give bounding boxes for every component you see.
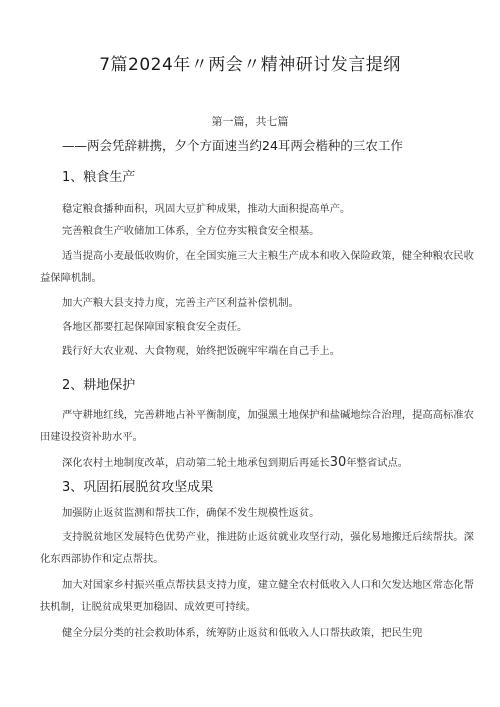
paragraph: 适当提高小麦最低收购价，在全国实施三大主粮生产成本和收入保险政策，健全种粮农民收益保障机制。 — [40, 250, 474, 284]
section-heading-poverty: 3、巩固拓展脱贫攻坚成果 — [62, 480, 214, 495]
document-title: 7篇2024年〃两会〃精神研讨发言提纲 — [99, 55, 401, 75]
section-heading-grain: 1、粮食生产 — [62, 170, 136, 185]
paragraph: 各地区都要扛起保障国家粮食安全责任。 — [62, 321, 248, 333]
paragraph: 加强防止返贫监测和帮扶工作，确保不发生规模性返贫。 — [62, 507, 320, 519]
paragraph: 稳定粮食播种面积，巩固大豆扩种成果，推动大面积提高单产。 — [62, 203, 351, 215]
paragraph-text: 深化农村土地制度改革，启动第二轮土地承包到期后再延长 — [62, 457, 330, 469]
paragraph: 支持脱贫地区发展特色优势产业，推进防止返贫就业攻坚行动，强化易地搬迁后续帮扶。深化东西部协作和定点帮扶。 — [40, 531, 474, 565]
article-subtitle: ——两会凭辞耕携，夕个方面速当约24耳两会楷种的三农工作 — [62, 138, 403, 153]
paragraph: 加大产粮大县支持力度，完善主产区利益补偿机制。 — [62, 297, 299, 309]
paragraph: 完善粮食生产收储加工体系，全方位夯实粮食安全根基。 — [62, 225, 320, 237]
paragraph-text: 年整省试点。 — [346, 457, 409, 469]
paragraph: 健全分层分类的社会救助体系，统筹防止返贫和低收入人口帮扶政策，把民生兜 — [62, 627, 423, 639]
paragraph: 践行好大农业观、大食物观，始终把饭碗牢牢端在自己手上。 — [62, 345, 341, 357]
number-thirty: 30 — [329, 455, 347, 470]
paragraph: 加大对国家乡村振兴重点帮扶县支持力度，建立健全农村低收入人口和欠发达地区常态化帮扶机制，让脱贫成果更加稳固、成效更可持续。 — [40, 579, 474, 613]
paragraph-land-reform — [40, 452, 480, 474]
paragraph: 严守耕地红线，完善耕地占补平衡制度，加强黑土地保护和盐碱地综合治理，提高高标准农田建设投资补助水平。 — [40, 409, 474, 443]
section-counter: 第一篇，共七篇 — [211, 115, 289, 128]
section-heading-farmland: 2、耕地保护 — [62, 378, 136, 393]
